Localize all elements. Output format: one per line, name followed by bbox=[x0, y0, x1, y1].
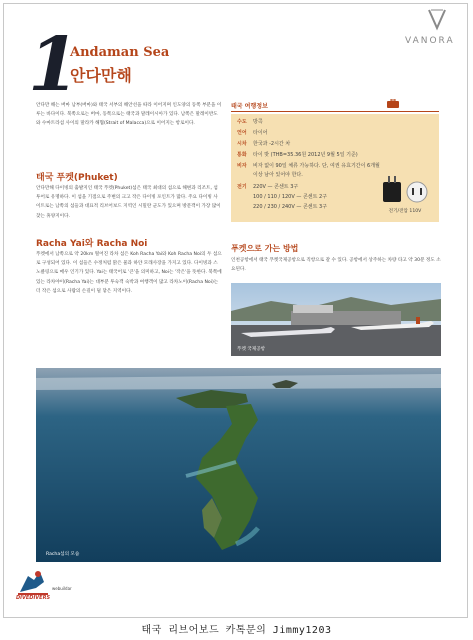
info-row: 전기 220V — 콘센트 3구 bbox=[237, 184, 299, 190]
info-row: 이상 남아 있어야 한다. bbox=[253, 172, 303, 178]
aerial-island-photo bbox=[36, 368, 441, 562]
info-title: 태국 여행정보 bbox=[231, 103, 268, 110]
info-row: 통화 타이 밧 (THB=35.36원 2012년 9월 5일 기준) bbox=[237, 152, 358, 158]
footer-small-text: webuildar bbox=[52, 586, 72, 591]
info-row: 100 / 110 / 120V — 콘센트 2구 bbox=[253, 194, 328, 200]
section-title-ko: 안다만해 bbox=[70, 66, 132, 85]
phuket-heading: 태국 푸켓(Phuket) bbox=[36, 173, 118, 183]
phuket-text: 안다만해 다이빙의 출발지인 태국 푸켓(Phuket)섬은 태국 최대의 섬으로 해변과 리조트, 섬 투어로 유명하다. 이 섬을 기점으로 주변의 크고 작은 다이빙 포인트가 많다. 주요 다이빙 사이트로는 남쪽의 섬들과 대표적 리브어보드 지역인 시밀란 군도가 있으며 방문객이 가장 많이 찾는 휴양지이다. bbox=[36, 186, 221, 219]
brand-logo-icon bbox=[427, 8, 447, 32]
plug-caption: 전기/전압 110V bbox=[388, 209, 422, 214]
info-row: 시차 한국과 -2시간 차 bbox=[237, 141, 291, 147]
info-row: 비자 비자 없이 90일 체류 가능하다. 단, 여권 유효기간이 6개월 bbox=[237, 163, 380, 169]
route-text: 인천공항에서 태국 푸켓국제공항으로 직항으로 갈 수 있다. 공항에서 상주하는 차량 타고 약 30분 정도 소요된다. bbox=[231, 258, 441, 273]
suitcase-icon bbox=[387, 99, 399, 108]
airport-caption: 푸켓 국제공항 bbox=[237, 347, 266, 352]
info-row: 220 / 230 / 240V — 콘센트 3구 bbox=[253, 204, 328, 210]
info-row: 언어 타이어 bbox=[237, 130, 268, 136]
brand-name: VANORA bbox=[405, 36, 455, 46]
section-title-en: Andaman Sea bbox=[70, 45, 170, 60]
chapter-number: 1 bbox=[28, 22, 80, 108]
credit-line: 태국 리브어보드 카톡문의 Jimmy1203 bbox=[141, 625, 332, 636]
route-heading: 푸켓으로 가는 방법 bbox=[231, 244, 299, 253]
info-divider bbox=[231, 111, 439, 112]
aerial-caption: Racha섬의 모습 bbox=[46, 552, 80, 557]
footer-logo-text: DIVEDIVERS bbox=[16, 595, 51, 601]
racha-text: 푸켓에서 남쪽으로 약 20km 떨어진 라차 섬은 Koh Racha Yai와 Koh Racha Noi의 두 섬으로 구성되어 있다. 이 섬들은 수정처럼 맑은 물과 하얀 모래사장을 가지고 있다. 다이빙과 스노클링으로 매우 인기가 있다. Yai는 태국어로 '큰'을 의미하고, Noi는 '작은'을 뜻한다. 북쪽에 있는 라차야이(Racha Yai)는 대부분 투숙객 숙박과 여행객이 많고 라차노이(Racha Noi)는 더 작은 섬으로 사람의 손길이 덜 닿은 지역이다. bbox=[36, 252, 222, 294]
intro-text: 안다만 해는 버마 남부(버마)와 태국 서부의 해안선을 따라 이어지며 인도양의 동쪽 부분을 이루는 바다이다. 북쪽으로는 버마, 동쪽으로는 태국과 말레이시아가 있다. 남쪽은 말레이반도와 수마트라섬 사이의 말라카 해협(Strait of Malacca)으로 이어지는 항로이다. bbox=[36, 103, 222, 127]
travel-info-box bbox=[231, 114, 439, 222]
info-row: 수도 방콕 bbox=[237, 119, 263, 125]
racha-heading: Racha Yai와 Racha Noi bbox=[36, 239, 148, 249]
